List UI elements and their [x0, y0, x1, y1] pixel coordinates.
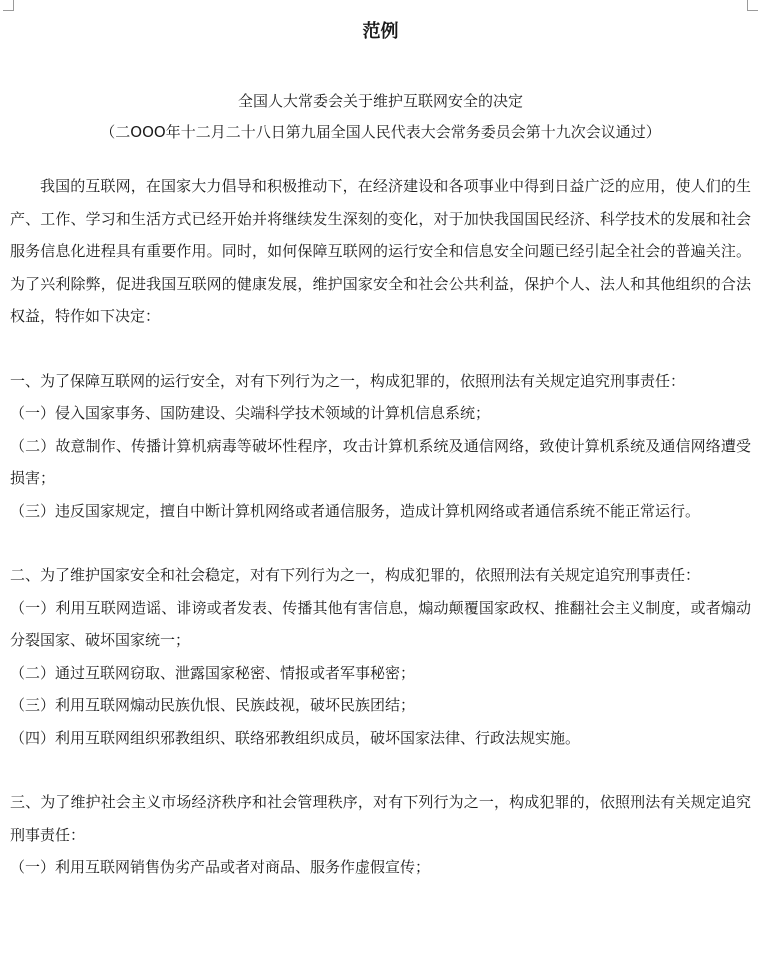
intro-paragraph: 我国的互联网，在国家大力倡导和积极推动下，在经济建设和各项事业中得到日益广泛的应用，使人们的生产、工作、学习和生活方式已经开始并将继续发生深刻的变化，对于加快我国国民经济、科学技术的发展和社会服务信息化进程具有重要作用。同时，如何保障互联网的运行安全和信息安全问题已经引起全社会的普遍关注。为了兴利除弊，促进我国互联网的健康发展，维护国家安全和社会公共利益，保护个人、法人和其他组织的合法权益，特作如下决定： — [10, 177, 751, 325]
page-heading: 范例 — [362, 21, 399, 42]
section-2-item-4: （四）利用互联网组织邪教组织、联络邪教组织成员，破坏国家法律、行政法规实施。 — [10, 728, 581, 747]
page-corner-mark-left — [3, 0, 14, 11]
section-3-item-1: （一）利用互联网销售伪劣产品或者对商品、服务作虚假宣传； — [10, 858, 431, 876]
paragraph-gap — [10, 754, 751, 786]
section-2-heading: 二、为了维护国家安全和社会稳定，对有下列行为之一，构成犯罪的，依照刑法有关规定追究刑事责任： — [10, 566, 701, 584]
section-2-item-2: （二）通过互联网窃取、泄露国家秘密、情报或者军事秘密； — [10, 663, 416, 682]
document-subtitle: （二OOO年十二月二十八日第九届全国人民代表大会常务委员会第十九次会议通过） — [100, 123, 661, 141]
document-title: 全国人大常委会关于维护互联网安全的决定 — [237, 92, 523, 110]
section-1-item-1: （一）侵入国家事务、国防建设、尖端科学技术领域的计算机信息系统； — [10, 404, 491, 422]
paragraph-gap — [10, 333, 751, 365]
section-2-item-1: （一）利用互联网造谣、诽谤或者发表、传播其他有害信息，煽动颠覆国家政权、推翻社会主义制度，或者煽动分裂国家、破坏国家统一； — [10, 598, 751, 649]
section-2-item-3: （三）利用互联网煽动民族仇恨、民族歧视，破坏民族团结； — [10, 696, 416, 714]
paragraph-gap — [10, 527, 751, 559]
section-1-heading: 一、为了保障互联网的运行安全，对有下列行为之一，构成犯罪的，依照刑法有关规定追究刑事责任： — [10, 371, 686, 390]
section-1-item-3: （三）违反国家规定，擅自中断计算机网络或者通信服务，造成计算机网络或者通信系统不能正常运行。 — [10, 501, 701, 520]
page-corner-mark-right — [747, 0, 758, 11]
document-page — [10, 16, 751, 884]
section-1-item-2: （二）故意制作、传播计算机病毒等破坏性程序，攻击计算机系统及通信网络，致使计算机系统及通信网络遭受损害； — [10, 436, 751, 487]
section-3-heading: 三、为了维护社会主义市场经济秩序和社会管理秩序，对有下列行为之一，构成犯罪的，依照刑法有关规定追究刑事责任： — [10, 793, 751, 844]
